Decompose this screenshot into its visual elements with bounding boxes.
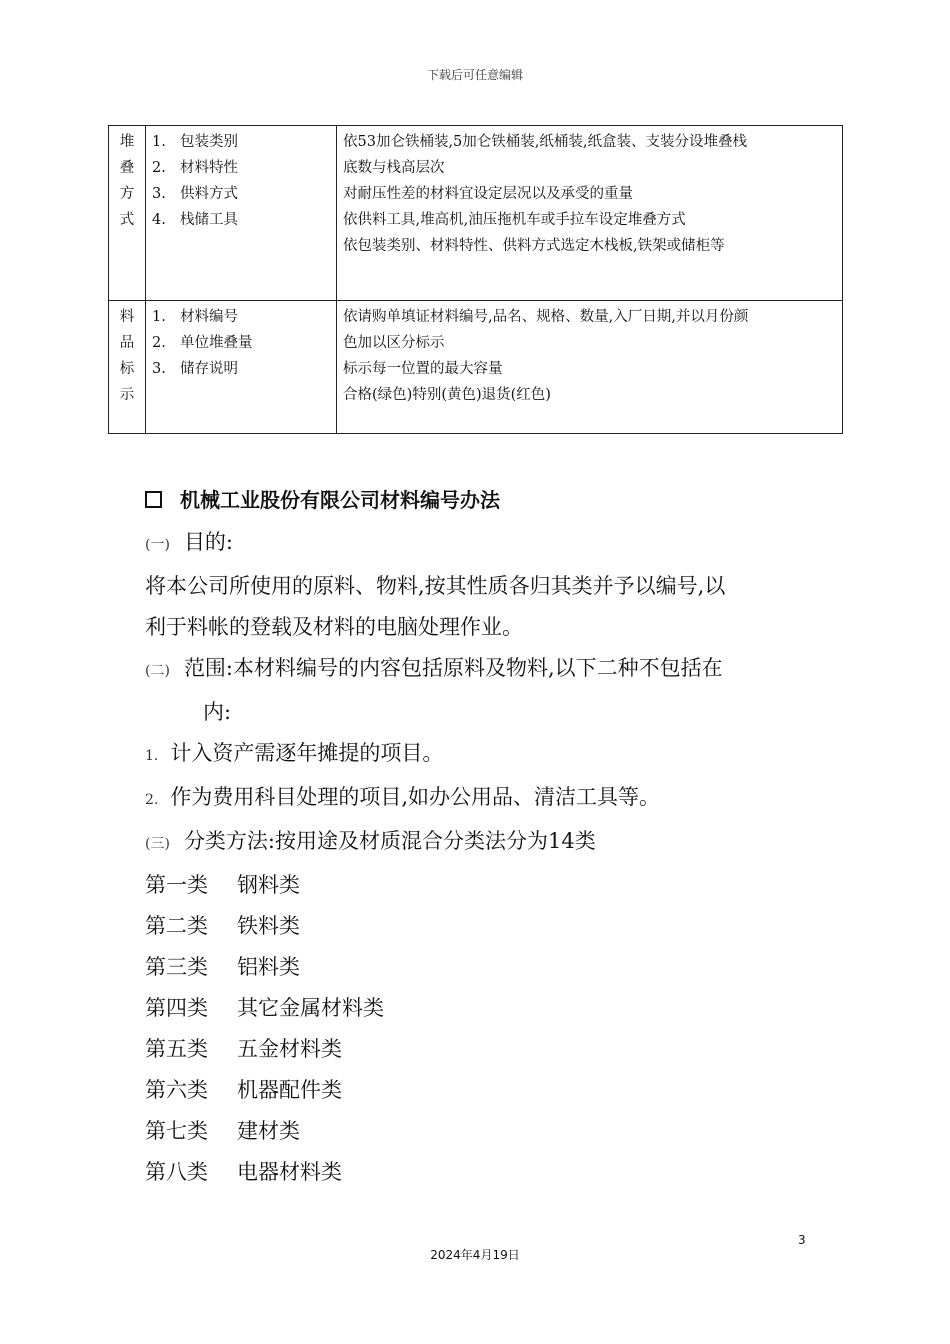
page-header: 下载后可任意编辑 [426, 68, 523, 82]
list-item: 3. 储存说明 [152, 361, 238, 377]
purpose-heading: (一) 目的: [145, 530, 234, 554]
list-item: 1. 材料编号 [152, 309, 238, 325]
footer-date: 2024年4月19日 [430, 1248, 520, 1262]
category-item: 第六类 机器配件类 [145, 1078, 342, 1102]
storage-spec-table [108, 125, 843, 434]
purpose-line: 利于料帐的登载及材料的电脑处理作业。 [145, 615, 523, 639]
checkbox-square-icon [145, 491, 162, 508]
row-description: 依53加仑铁桶装,5加仑铁桶装,纸桶装,纸盒装、支装分设堆叠栈 底数与栈高层次 对耐压性差的材料宜设定层况以及承受的重量 依供料工具,堆高机,油压拖机车或手拉车设定堆叠方式 依包装类别、材料特性、供料方式选定木栈板,铁架或储柜等 [337, 126, 843, 301]
row-title: 堆 叠 方 式 [109, 126, 146, 301]
row-description: 依请购单填证材料编号,品名、规格、数量,入厂日期,并以月份颜 色加以区分标示 标示每一位置的最大容量 合格(绿色)特别(黄色)退货(红色) [337, 301, 843, 434]
table-row [109, 301, 843, 434]
row-items [146, 301, 337, 434]
category-item: 第八类 电器材料类 [145, 1160, 342, 1184]
document-body [145, 522, 725, 1193]
scope-line: 内: [203, 700, 232, 724]
category-item: 第一类 钢料类 [145, 873, 300, 897]
category-item: 第三类 铝料类 [145, 955, 300, 979]
exclusion-item: 1. 计入资产需逐年摊提的项目。 [145, 741, 444, 765]
category-item: 第二类 铁料类 [145, 914, 300, 938]
exclusion-item: 2. 作为费用科目处理的项目,如办公用品、清洁工具等。 [145, 785, 661, 809]
table-row [109, 126, 843, 301]
category-item: 第四类 其它金属材料类 [145, 996, 384, 1020]
section-title: 机械工业股份有限公司材料编号办法 [180, 488, 500, 512]
method-line: (三) 分类方法:按用途及材质混合分类法分为14类 [145, 829, 596, 853]
row-title: 料 品 标 示 [109, 301, 146, 434]
category-item: 第五类 五金材料类 [145, 1037, 342, 1061]
row-items [146, 126, 337, 301]
list-item: 2. 单位堆叠量 [152, 335, 253, 351]
scope-line: (二) 范围:本材料编号的内容包括原料及物料,以下二种不包括在 [145, 656, 723, 680]
purpose-line: 将本公司所使用的原料、物料,按其性质各归其类并予以编号,以 [145, 574, 726, 598]
list-item: 1. 包装类别 [152, 134, 238, 150]
page-number: 3 [798, 1233, 806, 1247]
list-item: 3. 供料方式 [152, 186, 238, 202]
list-item: 2. 材料特性 [152, 160, 238, 176]
list-item: 4. 栈储工具 [152, 212, 238, 228]
section-heading [145, 484, 500, 513]
category-item: 第七类 建材类 [145, 1119, 300, 1143]
